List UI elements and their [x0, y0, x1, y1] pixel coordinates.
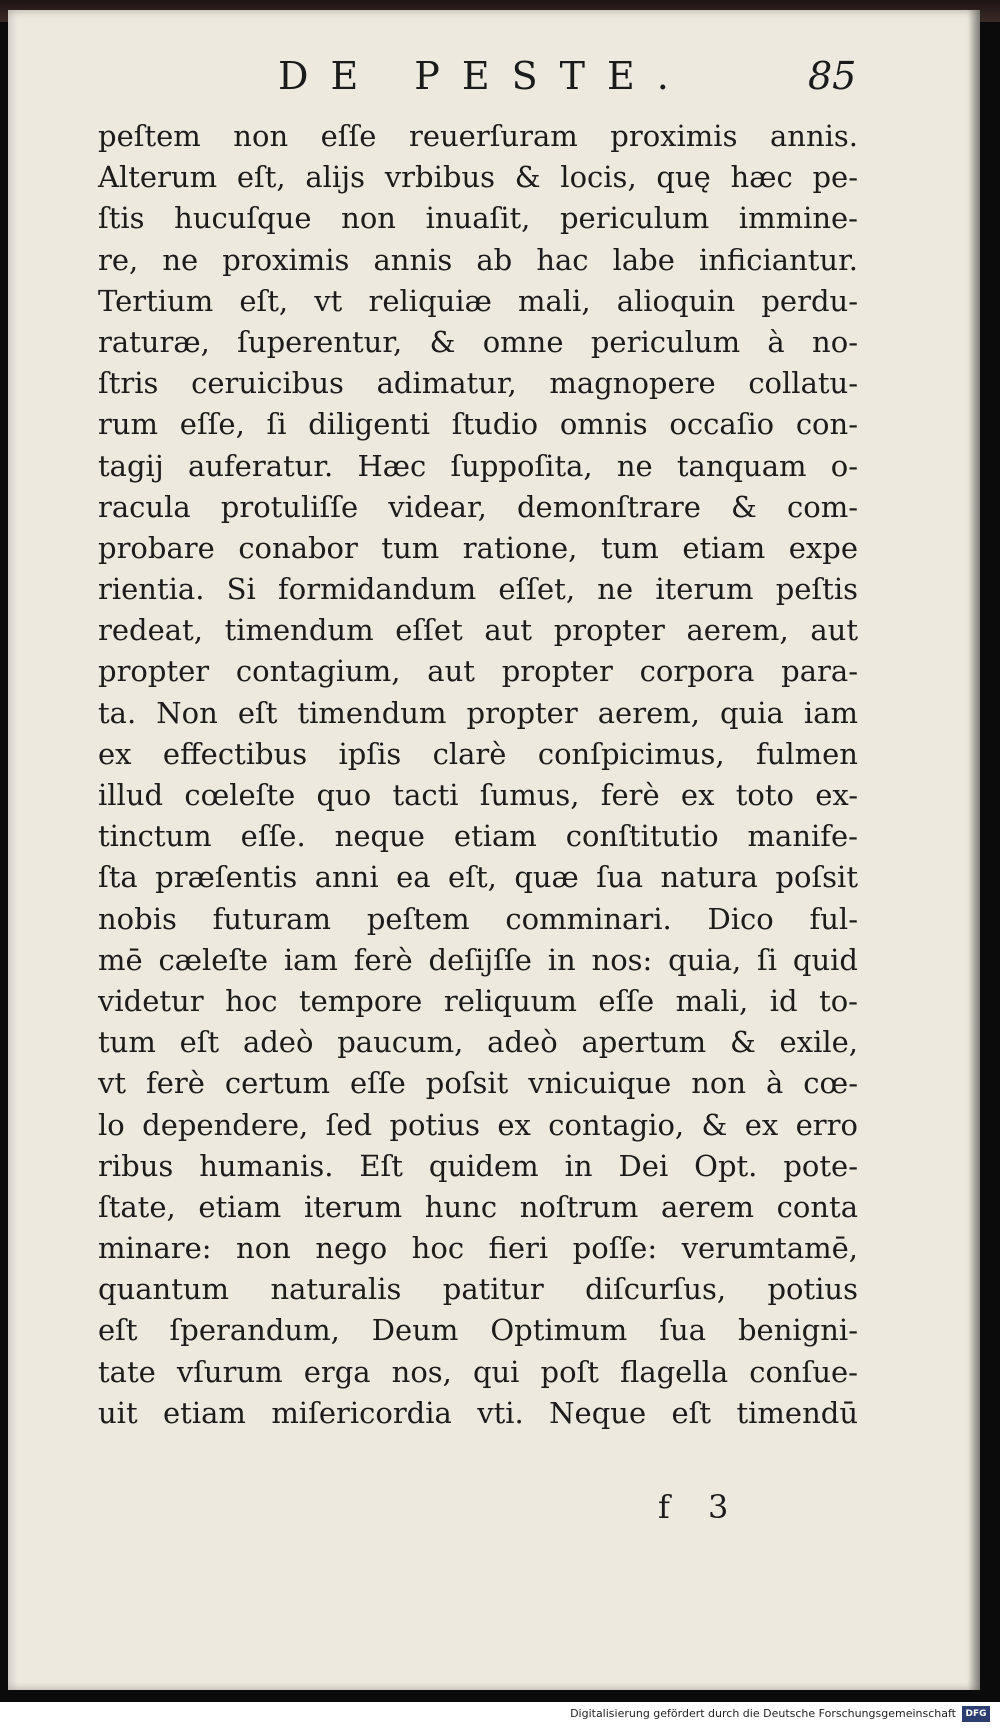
text-line: ribus humanis. Eſt quidem in Dei Opt. pote- [98, 1148, 858, 1183]
text-line: vt ferè certum eſſe poſsit vnicuique non à cœ- [98, 1066, 858, 1101]
body-text [98, 116, 858, 1434]
text-line: rientia. Si formidandum eſſet, ne iterum peſtis [98, 572, 858, 607]
text-line: lo dependere, ſed potius ex contagio, & ex erro [98, 1107, 858, 1142]
text-line: Tertium eſt, vt reliquiæ mali, alioquin perdu- [98, 283, 858, 318]
text-line: ex effectibus ipſis clarè conſpicimus, fulmen [98, 736, 858, 771]
page-header [8, 54, 980, 114]
text-line: Alterum eſt, alijs vrbibus & locis, quę hæc pe- [98, 160, 858, 195]
signature-mark: f 3 [658, 1488, 743, 1526]
text-line: ta. Non eſt timendum propter aerem, quia iam [98, 695, 858, 730]
book-page [8, 10, 980, 1690]
text-line: tinctum eſſe. neque etiam conſtitutio manife- [98, 819, 858, 854]
text-line: tum eſt adeò paucum, adeò apertum & exile, [98, 1025, 858, 1060]
page-number: 85 [808, 54, 857, 98]
page-edge-shadow [968, 10, 980, 1690]
text-line: uit etiam miſericordia vti. Neque eſt timendū [98, 1395, 858, 1430]
dfg-logo: DFG [962, 1706, 990, 1722]
text-line: quantum naturalis patitur diſcurſus, potius [98, 1272, 858, 1307]
text-line: propter contagium, aut propter corpora para- [98, 654, 858, 689]
text-line: videtur hoc tempore reliquum eſſe mali, id to- [98, 983, 858, 1018]
text-line: probare conabor tum ratione, tum etiam expe [98, 530, 858, 565]
text-line: eſt ſperandum, Deum Optimum ſua benigni- [98, 1313, 858, 1348]
text-line: ſtis hucuſque non inuaſit, periculum immine- [98, 201, 858, 236]
text-line: raturæ, ſuperentur, & omne periculum à no- [98, 324, 858, 359]
text-line: minare: non nego hoc fieri poſſe: verumtamē, [98, 1231, 858, 1266]
text-line: redeat, timendum eſſet aut propter aerem, aut [98, 613, 858, 648]
text-line: illud cœleſte quo tacti ſumus, ferè ex toto ex- [98, 778, 858, 812]
text-line: rum eſſe, ſi diligenti ſtudio omnis occaſio con- [98, 407, 858, 442]
text-line: tate vſurum erga nos, qui poſt flagella conſue- [98, 1354, 858, 1389]
digitization-footer [0, 1702, 1000, 1730]
text-line: tagij auferatur. Hæc ſuppoſita, ne tanquam o- [98, 448, 858, 483]
text-line: ſtris ceruicibus adimatur, magnopere collatu- [98, 366, 858, 401]
text-line: nobis futuram peſtem comminari. Dico ful- [98, 901, 858, 936]
text-line: racula protuliſſe videar, demonſtrare & com- [98, 489, 858, 524]
text-line: ſtate, etiam iterum hunc noſtrum aerem conta [98, 1189, 858, 1224]
text-line: mē cæleſte iam ferè deſijſſe in nos: quia, ſi quid [98, 942, 858, 977]
text-line: ſta præſentis anni ea eſt, quæ ſua natura poſsit [98, 860, 858, 895]
text-line: peſtem non eſſe reuerſuram proximis annis. [98, 119, 858, 153]
funding-credit: Digitalisierung gefördert durch die Deutsche Forschungsgemeinschaft [570, 1707, 956, 1720]
text-line: re, ne proximis annis ab hac labe inficiantur. [98, 242, 858, 277]
running-head: DE PESTE. [278, 54, 691, 98]
